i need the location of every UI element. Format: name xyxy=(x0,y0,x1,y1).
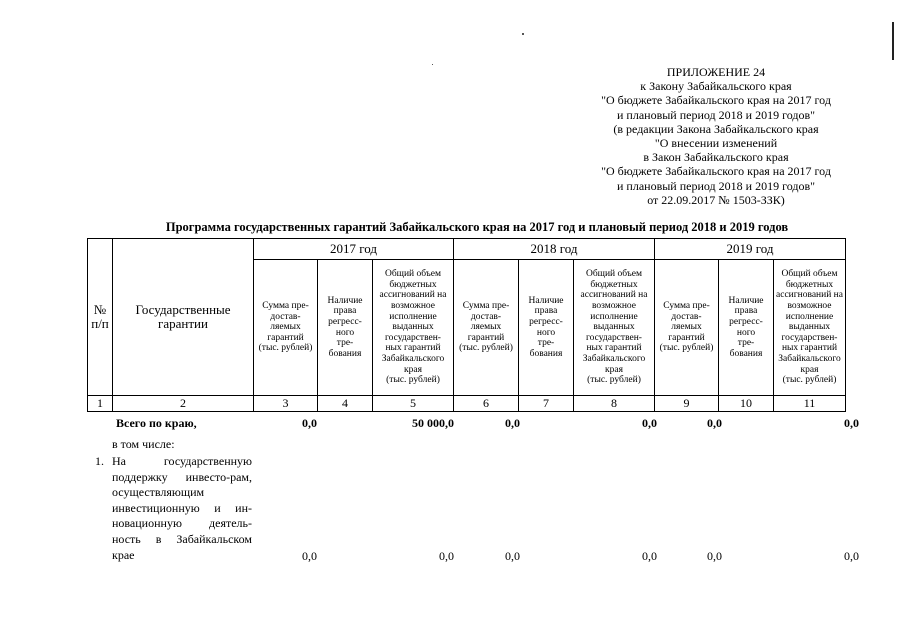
header-year-2018: 2018 год xyxy=(454,239,655,260)
appendix-line: от 22.09.2017 № 1503-ЗЗК) xyxy=(647,192,785,207)
header-total-2019: Общий объем бюджетных ассигнований на возможное исполнение выданных государствен- ных гарантий Забайкальского края (тыс. рублей) xyxy=(774,260,846,396)
document-title: Программа государственных гарантий Забайкальского края на 2017 год и плановый период 2018 и 2019 годов xyxy=(165,220,789,234)
header-sum-2019: Сумма пре- достав- ляемых гарантий (тыс. рублей) xyxy=(655,260,719,396)
appendix-line: ПРИЛОЖЕНИЕ 24 xyxy=(666,65,766,79)
column-number: 4 xyxy=(318,396,373,412)
column-number: 8 xyxy=(574,396,655,412)
scan-speck xyxy=(432,64,433,65)
column-number: 11 xyxy=(774,396,846,412)
header-total-2017: Общий объем бюджетных ассигнований на возможное исполнение выданных государствен- ных гарантий Забайкальского края (тыс. рублей) xyxy=(373,260,454,396)
header-year-2017: 2017 год xyxy=(254,239,454,260)
including-label: в том числе: xyxy=(112,437,175,451)
column-number: 1 xyxy=(88,396,113,412)
column-number: 6 xyxy=(454,396,519,412)
column-number: 9 xyxy=(655,396,719,412)
header-sum-2018: Сумма пре- достав- ляемых гарантий (тыс. рублей) xyxy=(454,260,519,396)
total-total-2018: 0,0 xyxy=(642,416,657,430)
appendix-line: к Закону Забайкальского края xyxy=(640,79,792,94)
appendix-line: и плановый период 2018 и 2019 годов" xyxy=(616,178,816,193)
appendix-header xyxy=(578,65,854,207)
item-total-2019: 0,0 xyxy=(844,549,859,563)
column-number: 5 xyxy=(373,396,454,412)
scan-edge-mark xyxy=(892,22,894,60)
column-number: 7 xyxy=(519,396,574,412)
total-total-2019: 0,0 xyxy=(844,416,859,430)
header-guarantees: Государственные гарантии xyxy=(113,239,254,396)
header-right-2019: Наличие права регресс- ного тре- бования xyxy=(719,260,774,396)
appendix-line: и плановый период 2018 и 2019 годов" xyxy=(616,107,816,122)
total-sum-2017: 0,0 xyxy=(302,416,317,430)
item-number: 1. xyxy=(95,454,104,468)
appendix-line: "О бюджете Забайкальского края на 2017 год xyxy=(601,93,831,108)
scan-speck xyxy=(522,33,524,35)
item-total-2018: 0,0 xyxy=(642,549,657,563)
header-total-2018: Общий объем бюджетных ассигнований на возможное исполнение выданных государствен- ных гарантий Забайкальского края (тыс. рублей) xyxy=(574,260,655,396)
item-total-2017: 0,0 xyxy=(439,549,454,563)
column-number: 2 xyxy=(113,396,254,412)
appendix-line: "О внесении изменений xyxy=(654,136,778,151)
appendix-line: в Закон Забайкальского края xyxy=(643,150,789,165)
guarantees-table xyxy=(87,238,846,412)
appendix-line: (в редакции Закона Забайкальского края xyxy=(613,121,819,136)
header-number: № п/п xyxy=(88,239,113,396)
item-sum-2019: 0,0 xyxy=(707,549,722,563)
column-number: 3 xyxy=(254,396,318,412)
total-total-2017: 50 000,0 xyxy=(412,416,454,430)
item-sum-2018: 0,0 xyxy=(505,549,520,563)
appendix-line: "О бюджете Забайкальского края на 2017 год xyxy=(601,164,831,179)
total-sum-2018: 0,0 xyxy=(505,416,520,430)
column-number: 10 xyxy=(719,396,774,412)
header-right-2018: Наличие права регресс- ного тре- бования xyxy=(519,260,574,396)
total-row-label: Всего по краю, xyxy=(116,416,197,430)
total-sum-2019: 0,0 xyxy=(707,416,722,430)
item-label: На государственную поддержку инвесто-рам, осуществляющим инвестиционную и ин-новационную деятель-ность в Забайкальском крае xyxy=(112,454,252,562)
item-sum-2017: 0,0 xyxy=(302,549,317,563)
header-right-2017: Наличие права регресс- ного тре- бования xyxy=(318,260,373,396)
header-year-2019: 2019 год xyxy=(655,239,846,260)
header-sum-2017: Сумма пре- достав- ляемых гарантий (тыс. рублей) xyxy=(254,260,318,396)
